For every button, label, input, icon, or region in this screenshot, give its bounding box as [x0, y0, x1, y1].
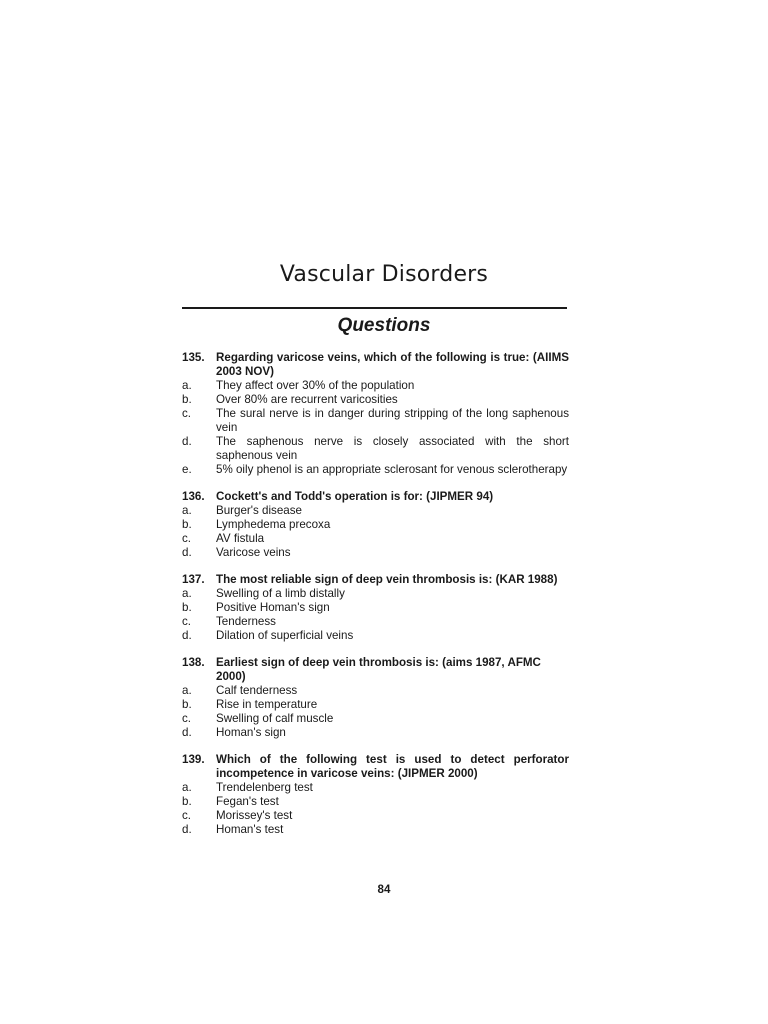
option-text: The saphenous nerve is closely associated with the short saphenous vein	[216, 435, 569, 462]
option-text: Varicose veins	[216, 546, 291, 559]
option-text: Trendelenberg test	[216, 781, 313, 794]
option	[182, 615, 569, 629]
option	[182, 795, 569, 809]
option-text: The sural nerve is in danger during stripping of the long saphenous vein	[216, 407, 569, 434]
section-title: Questions	[337, 315, 431, 336]
option	[182, 726, 569, 740]
option-letter: c.	[182, 615, 192, 628]
option-text: Burger's disease	[216, 504, 302, 517]
option-letter: b.	[182, 601, 192, 614]
option-text: They affect over 30% of the population	[216, 379, 415, 392]
option-text: Fegan's test	[216, 795, 279, 808]
question-137	[182, 573, 569, 643]
option	[182, 684, 569, 698]
option	[182, 823, 569, 837]
option-text: Tenderness	[216, 615, 276, 628]
option-letter: c.	[182, 809, 192, 822]
option	[182, 601, 569, 615]
option	[182, 379, 569, 393]
option-text: Swelling of a limb distally	[216, 587, 345, 600]
question-text: Regarding varicose veins, which of the following is true: (AIIMS 2003 NOV)	[216, 351, 569, 378]
option-text: Homan's sign	[216, 726, 286, 739]
option	[182, 518, 569, 532]
question-139	[182, 753, 569, 837]
question-text: Cockett's and Todd's operation is for: (JIPMER 94)	[216, 490, 494, 503]
option-letter: d.	[182, 435, 192, 448]
option	[182, 587, 569, 601]
option-letter: d.	[182, 546, 192, 559]
option-letter: a.	[182, 587, 192, 600]
option	[182, 629, 569, 643]
question-stem	[182, 573, 569, 587]
option	[182, 781, 569, 795]
question-number: 139.	[182, 753, 205, 766]
option-text: Dilation of superficial veins	[216, 629, 354, 642]
option	[182, 504, 569, 518]
option-letter: b.	[182, 795, 192, 808]
option-letter: a.	[182, 504, 192, 517]
option-letter: b.	[182, 698, 192, 711]
option-text: Calf tenderness	[216, 684, 298, 697]
option-text: Over 80% are recurrent varicosities	[216, 393, 398, 406]
title-rule	[182, 307, 567, 309]
option-letter: c.	[182, 712, 192, 725]
question-number: 138.	[182, 656, 205, 669]
option	[182, 532, 569, 546]
option-letter: a.	[182, 379, 192, 392]
question-stem	[182, 753, 569, 781]
option	[182, 698, 569, 712]
option-letter: a.	[182, 781, 192, 794]
option-text: Swelling of calf muscle	[216, 712, 334, 725]
question-138	[182, 656, 569, 740]
question-number: 136.	[182, 490, 205, 503]
option	[182, 435, 569, 463]
question-text: The most reliable sign of deep vein thrombosis is: (KAR 1988)	[216, 573, 558, 586]
option-letter: b.	[182, 393, 192, 406]
question-number: 135.	[182, 351, 205, 364]
question-136	[182, 490, 569, 560]
option-letter: a.	[182, 684, 192, 697]
option-letter: b.	[182, 518, 192, 531]
option-letter: d.	[182, 629, 192, 642]
option-letter: c.	[182, 532, 192, 545]
option	[182, 393, 569, 407]
option-text: Lymphedema precoxa	[216, 518, 331, 531]
question-135	[182, 351, 569, 477]
chapter-title: Vascular Disorders	[279, 262, 489, 287]
question-number: 137.	[182, 573, 205, 586]
option-letter: c.	[182, 407, 192, 420]
option	[182, 809, 569, 823]
option-text: Positive Homan's sign	[216, 601, 330, 614]
question-stem	[182, 656, 569, 684]
option	[182, 546, 569, 560]
option-text: Homan's test	[216, 823, 284, 836]
question-stem	[182, 351, 569, 379]
option-text: AV fistula	[216, 532, 265, 545]
page-number: 84	[377, 883, 391, 896]
questions-list	[182, 351, 569, 850]
option	[182, 463, 569, 477]
question-text: Which of the following test is used to detect perforator incompetence in varicose veins: (JIPMER 2000)	[216, 753, 569, 780]
question-stem	[182, 490, 569, 504]
option	[182, 712, 569, 726]
option	[182, 407, 569, 435]
option-text: 5% oily phenol is an appropriate sclerosant for venous sclerotherapy	[216, 463, 568, 476]
option-letter: e.	[182, 463, 192, 476]
option-letter: d.	[182, 823, 192, 836]
question-text: Earliest sign of deep vein thrombosis is: (aims 1987, AFMC 2000)	[216, 656, 541, 683]
option-text: Rise in temperature	[216, 698, 318, 711]
option-letter: d.	[182, 726, 192, 739]
option-text: Morissey's test	[216, 809, 293, 822]
